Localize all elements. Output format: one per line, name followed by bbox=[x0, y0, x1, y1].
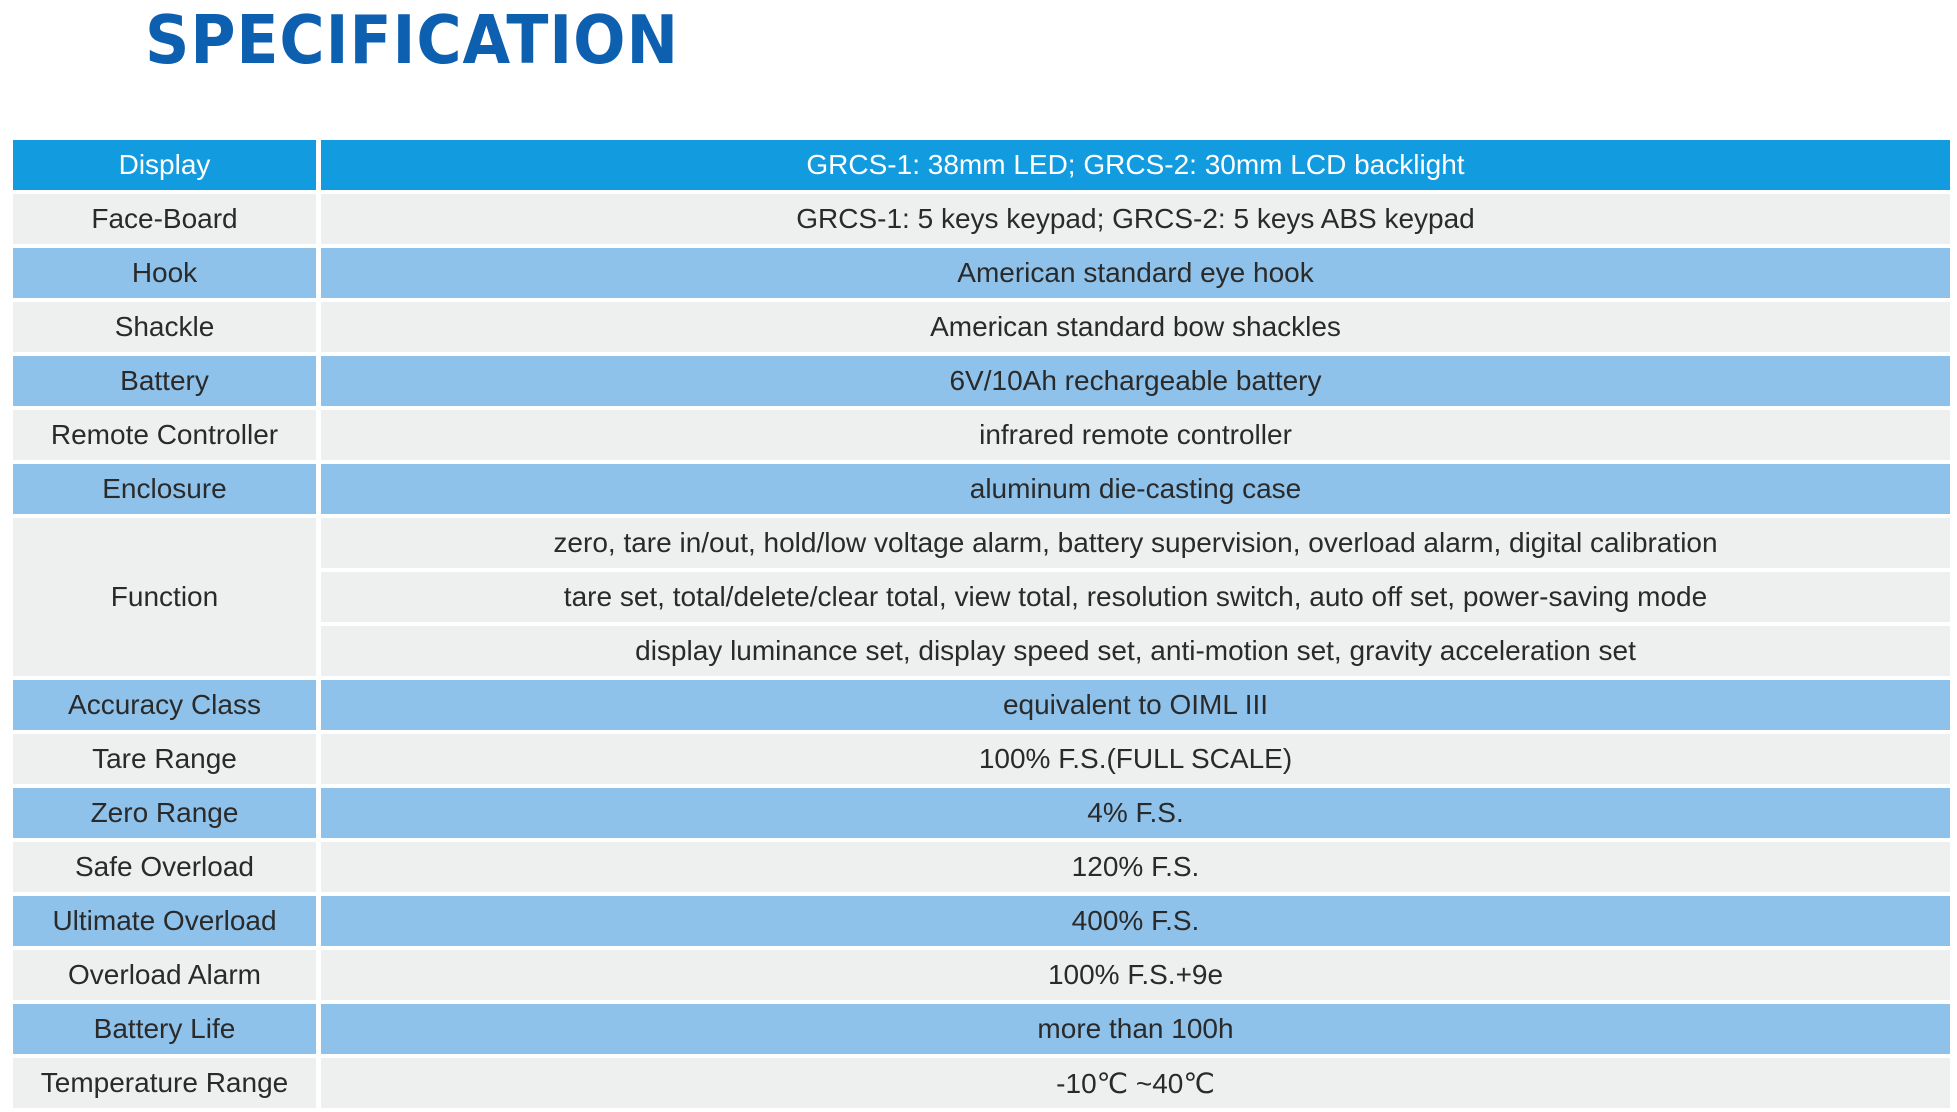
spec-label-accuracy-class: Accuracy Class bbox=[13, 680, 321, 730]
spec-value-ultimate-overload: 400% F.S. bbox=[321, 896, 1950, 946]
page-title: SPECIFICATION bbox=[145, 1, 679, 79]
table-row bbox=[13, 842, 1950, 892]
table-row bbox=[13, 140, 1950, 190]
spec-label-battery-life: Battery Life bbox=[13, 1004, 321, 1054]
table-row bbox=[13, 464, 1950, 514]
spec-label-safe-overload: Safe Overload bbox=[13, 842, 321, 892]
spec-value-hook: American standard eye hook bbox=[321, 248, 1950, 298]
spec-label-zero-range: Zero Range bbox=[13, 788, 321, 838]
spec-value-battery: 6V/10Ah rechargeable battery bbox=[321, 356, 1950, 406]
table-row bbox=[13, 1058, 1950, 1108]
spec-label-display: Display bbox=[13, 140, 321, 190]
spec-value-display: GRCS-1: 38mm LED; GRCS-2: 30mm LCD backlight bbox=[321, 140, 1950, 190]
table-row bbox=[13, 194, 1950, 244]
spec-value-face-board: GRCS-1: 5 keys keypad; GRCS-2: 5 keys ABS keypad bbox=[321, 194, 1950, 244]
table-row bbox=[13, 302, 1950, 352]
spec-table bbox=[13, 136, 1950, 1112]
spec-label-ultimate-overload: Ultimate Overload bbox=[13, 896, 321, 946]
table-row bbox=[13, 1004, 1950, 1054]
spec-label-tare-range: Tare Range bbox=[13, 734, 321, 784]
spec-value-function-3: display luminance set, display speed set, anti-motion set, gravity acceleration set bbox=[321, 626, 1950, 676]
spec-value-tare-range: 100% F.S.(FULL SCALE) bbox=[321, 734, 1950, 784]
table-row bbox=[13, 788, 1950, 838]
table-row bbox=[13, 518, 1950, 568]
spec-label-face-board: Face-Board bbox=[13, 194, 321, 244]
spec-value-shackle: American standard bow shackles bbox=[321, 302, 1950, 352]
spec-value-remote-controller: infrared remote controller bbox=[321, 410, 1950, 460]
table-row bbox=[13, 950, 1950, 1000]
spec-value-temperature-range: -10℃ ~40℃ bbox=[321, 1058, 1950, 1108]
table-row bbox=[13, 410, 1950, 460]
spec-label-hook: Hook bbox=[13, 248, 321, 298]
table-row bbox=[13, 896, 1950, 946]
table-row bbox=[13, 356, 1950, 406]
spec-label-battery: Battery bbox=[13, 356, 321, 406]
spec-value-function-1: zero, tare in/out, hold/low voltage alarm, battery supervision, overload alarm, digital calibration bbox=[321, 518, 1950, 568]
spec-label-enclosure: Enclosure bbox=[13, 464, 321, 514]
table-row bbox=[13, 734, 1950, 784]
spec-label-function: Function bbox=[13, 518, 321, 676]
spec-value-enclosure: aluminum die-casting case bbox=[321, 464, 1950, 514]
table-row bbox=[13, 680, 1950, 730]
spec-label-temperature-range: Temperature Range bbox=[13, 1058, 321, 1108]
spec-label-remote-controller: Remote Controller bbox=[13, 410, 321, 460]
spec-label-shackle: Shackle bbox=[13, 302, 321, 352]
spec-value-accuracy-class: equivalent to OIML III bbox=[321, 680, 1950, 730]
spec-value-battery-life: more than 100h bbox=[321, 1004, 1950, 1054]
spec-value-function-2: tare set, total/delete/clear total, view total, resolution switch, auto off set, power-saving mode bbox=[321, 572, 1950, 622]
table-row bbox=[13, 248, 1950, 298]
spec-label-overload-alarm: Overload Alarm bbox=[13, 950, 321, 1000]
spec-value-safe-overload: 120% F.S. bbox=[321, 842, 1950, 892]
spec-value-zero-range: 4% F.S. bbox=[321, 788, 1950, 838]
spec-value-overload-alarm: 100% F.S.+9e bbox=[321, 950, 1950, 1000]
